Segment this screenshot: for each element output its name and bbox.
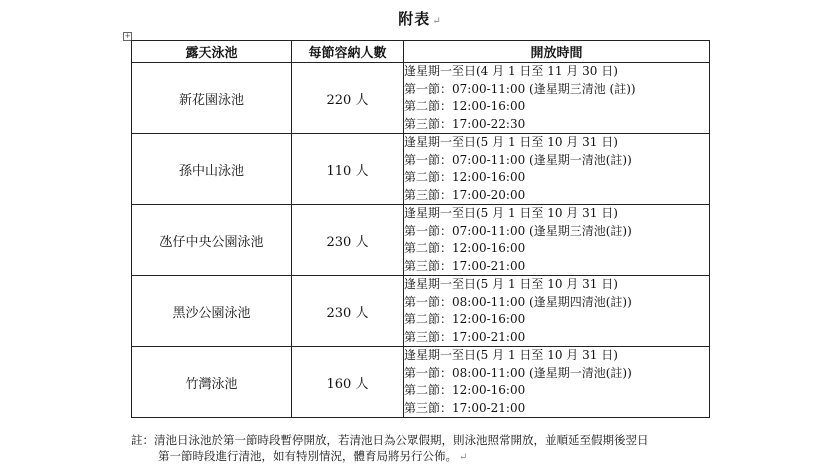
capacity-cell [292, 134, 404, 205]
capacity-value: 230 人 [326, 234, 369, 250]
table-row [132, 134, 710, 205]
pool-name-cell [132, 276, 292, 347]
footnote [131, 432, 731, 466]
paragraph-mark: ↵ [459, 452, 468, 463]
pool-schedule-table [131, 40, 710, 418]
hours-line: 第三節：17:00-21:00 [404, 258, 526, 273]
capacity-cell [292, 276, 404, 347]
pool-name-cell [132, 205, 292, 276]
hours-line: 第三節：17:00-21:00 [404, 400, 526, 415]
hours-line: 第二節：12:00-16:00 [404, 383, 526, 397]
pool-name: 孫中山泳池 [178, 163, 244, 179]
table-move-handle-icon[interactable]: + [124, 32, 131, 40]
capacity-cell [292, 205, 404, 276]
hours-line: 逢星期一至日(5 月 1 日至 10 月 31 日) [404, 206, 618, 220]
opening-hours-cell [404, 205, 710, 276]
page-title [0, 8, 840, 29]
pool-name-cell [132, 347, 292, 418]
hours-line: 逢星期一至日(4 月 1 日至 11 月 30 日) [404, 64, 618, 78]
opening-hours-cell [404, 63, 710, 134]
capacity-value: 160 人 [326, 376, 369, 392]
page-title-text: 附表 [398, 10, 431, 28]
hours-line: 第一節：07:00-11:00 (逢星期三清池(註)) [404, 223, 632, 238]
footnote-line-1: 註：清池日泳池於第一節時段暫停開放，若清池日為公眾假期，則泳池照常開放，並順延至假期後翌日 [131, 433, 649, 447]
header-capacity: 每節容納人數 [292, 41, 404, 63]
pool-name: 黑沙公園泳池 [172, 305, 251, 321]
capacity-value: 220 人 [326, 92, 369, 108]
pool-name-cell [132, 134, 292, 205]
opening-hours-cell [404, 276, 710, 347]
hours-line: 第三節：17:00-20:00 [404, 187, 526, 202]
paragraph-mark: ↵ [432, 16, 442, 27]
footnote-line-2: 第一節時段進行清池，如有特別情況，體育局將另行公佈。 [158, 449, 457, 463]
hours-line: 逢星期一至日(5 月 1 日至 10 月 31 日) [404, 277, 618, 291]
hours-line: 第一節：07:00-11:00 (逢星期三清池 (註)) [404, 81, 636, 96]
pool-name: 氹仔中央公園泳池 [159, 234, 264, 250]
pool-name-cell [132, 63, 292, 134]
capacity-cell [292, 347, 404, 418]
hours-line: 第一節：07:00-11:00 (逢星期一清池(註)) [404, 152, 632, 167]
table-row [132, 347, 710, 418]
hours-line: 逢星期一至日(5 月 1 日至 10 月 31 日) [404, 348, 618, 362]
opening-hours-cell [404, 134, 710, 205]
hours-line: 第三節：17:00-22:30 [404, 116, 526, 131]
hours-line: 第三節：17:00-21:00 [404, 329, 526, 344]
hours-line: 第一節：08:00-11:00 (逢星期一清池(註)) [404, 365, 632, 380]
header-pool-name: 露天泳池 [132, 41, 292, 63]
hours-line: 第二節：12:00-16:00 [404, 170, 526, 184]
capacity-value: 110 人 [326, 163, 369, 179]
table-row [132, 276, 710, 347]
hours-line: 第二節：12:00-16:00 [404, 99, 526, 113]
table-header-row [132, 41, 710, 63]
capacity-value: 230 人 [326, 305, 369, 321]
pool-name: 新花園泳池 [178, 92, 244, 108]
header-opening-hours: 開放時間 [404, 41, 710, 63]
hours-line: 第二節：12:00-16:00 [404, 312, 526, 326]
table-row [132, 205, 710, 276]
opening-hours-cell [404, 347, 710, 418]
table-row [132, 63, 710, 134]
hours-line: 第二節：12:00-16:00 [404, 241, 526, 255]
hours-line: 第一節：08:00-11:00 (逢星期四清池(註)) [404, 294, 632, 309]
capacity-cell [292, 63, 404, 134]
hours-line: 逢星期一至日(5 月 1 日至 10 月 31 日) [404, 135, 618, 149]
pool-name: 竹灣泳池 [185, 376, 238, 392]
